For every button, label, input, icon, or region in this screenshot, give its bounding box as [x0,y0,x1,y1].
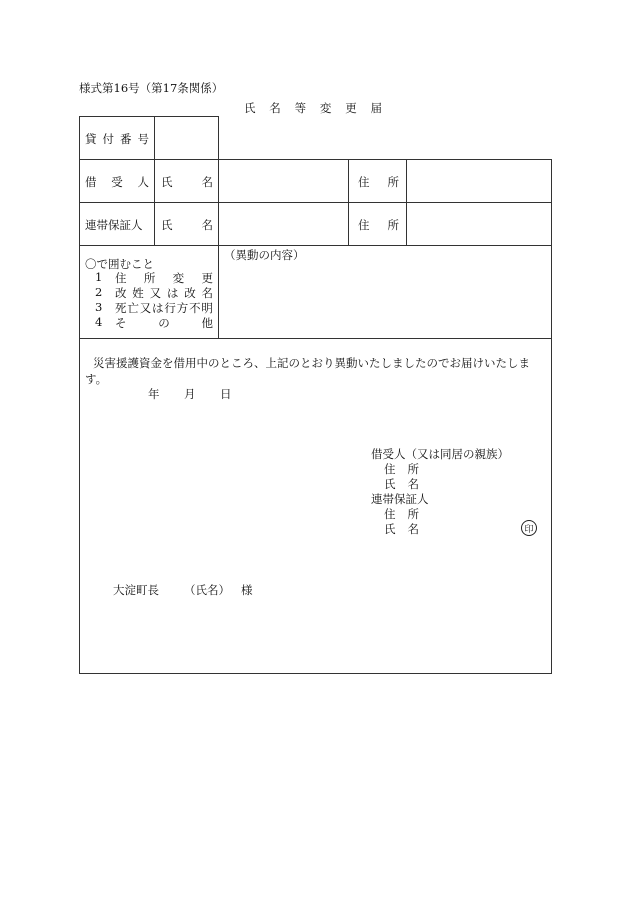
loan-number-label: 貸 付 番 号 [85,132,149,146]
option-number: 4 [95,315,103,329]
form-number: 様式第16号（第17条関係） [79,81,224,95]
option-item[interactable]: そ の 他 [115,316,213,330]
guarantor-address-label: 住 所 [358,218,399,232]
change-details-label: （異動の内容） [224,248,305,262]
table-border [79,116,80,674]
guarantor-block-label: 連帯保証人 [371,492,429,506]
table-border [79,202,552,203]
option-number: 1 [95,270,103,284]
circle-instruction: 〇で囲むこと [85,257,154,271]
date-day: 日 [220,387,232,401]
table-border [79,338,552,339]
borrower-block-label: 借受人（又は同居の親族） [371,447,509,461]
borrower-name-label: 氏 名 [161,175,213,189]
borrower-name-sig-label: 氏 名 [384,477,419,491]
option-number: 2 [95,285,103,299]
date-month: 月 [184,387,196,401]
table-border [218,116,219,338]
guarantor-address-field[interactable] [408,204,550,244]
borrower-name-field[interactable] [220,161,347,201]
guarantor-name-sig-label: 氏 名 [384,522,419,536]
table-border [406,159,407,245]
guarantor-address-sig-label: 住 所 [384,507,419,521]
borrower-address-label: 住 所 [358,175,399,189]
date-year: 年 [148,387,160,401]
guarantor-label: 連帯保証人 [85,218,143,232]
borrower-address-sig-label: 住 所 [384,462,419,476]
statement-line1: 災害援護資金を借用中のところ、上記のとおり異動いたしましたのでお届けいたしま [93,356,530,370]
honorific: 様 [241,583,253,597]
document-title [244,100,382,116]
statement-line2: す。 [85,372,108,386]
option-item[interactable]: 住 所 変 更 [115,271,213,285]
change-details-field[interactable] [220,262,550,336]
addressee-name-placeholder: （氏名） [184,583,230,597]
table-border [154,116,155,245]
seal-mark-icon: 印 [521,520,537,536]
option-item[interactable]: 改 姓 又 は 改 名 [115,286,213,300]
option-item[interactable]: 死 亡 又 は 行 方 不 明 [115,301,213,315]
table-border [79,116,219,117]
addressee: 大淀町長 [113,583,159,597]
title-text: 氏 名 等 変 更 届 [244,101,382,115]
loan-number-field[interactable] [157,118,217,158]
borrower-label: 借 受 人 [85,175,149,189]
borrower-address-field[interactable] [408,161,550,201]
guarantor-name-field[interactable] [220,204,347,244]
table-border [79,673,552,674]
table-border [79,159,552,160]
table-border [551,159,552,674]
guarantor-name-label: 氏 名 [161,218,213,232]
table-border [79,245,552,246]
table-border [348,159,349,245]
option-number: 3 [95,300,103,314]
